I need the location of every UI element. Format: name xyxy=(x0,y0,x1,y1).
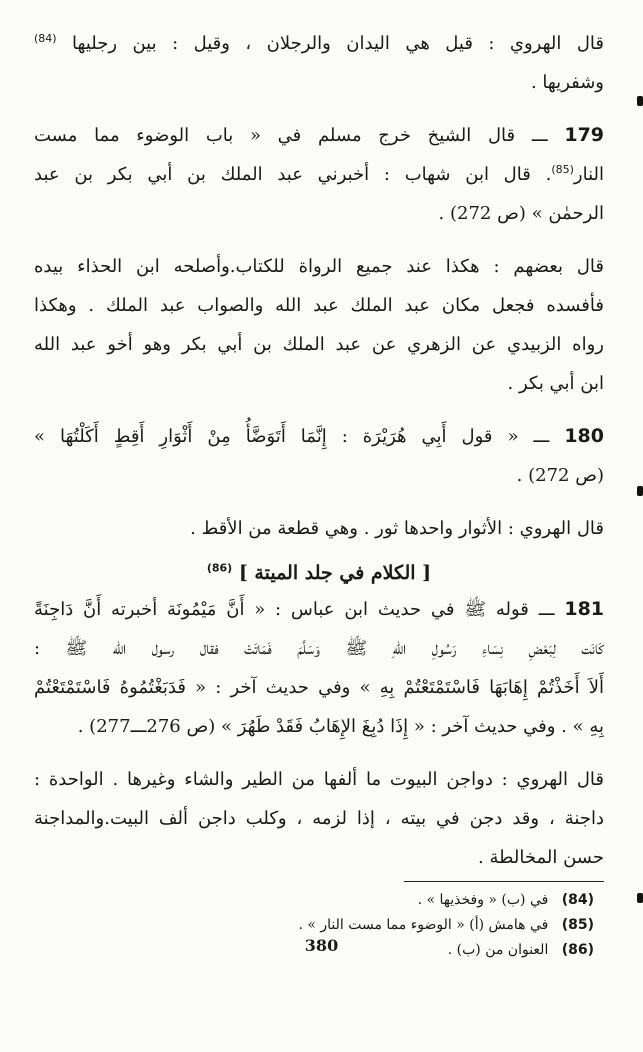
paragraph-1 xyxy=(34,24,604,102)
paragraph-number-181: 181 xyxy=(564,598,604,620)
paragraph-181-line-2: كَانَت لِبَعْضِ نِسَاءِ رَسُولِ اللهِ ﷺ وَسَلَّمَ فَمَاتَتْ فقال رسول الله ﷺ : xyxy=(34,638,604,659)
paragraph-179-line-2-lead: النار xyxy=(573,164,604,185)
paragraph-2-line-3: رواه الزبيدي عن الزهري عن عبد الملك بن أبي بكر وهو أخو عبد الله xyxy=(34,334,604,355)
paragraph-180-line-2: (ص 272) . xyxy=(516,465,604,486)
scan-mark xyxy=(637,96,643,106)
section-heading-text: [ الكلام في جلد الميتة ] xyxy=(238,562,432,584)
scan-mark xyxy=(637,486,643,496)
page-body xyxy=(34,24,604,963)
footnote-86: (86) العنوان من (ب) . xyxy=(447,942,594,958)
paragraph-3 xyxy=(34,509,604,548)
paragraph-179-line-2: قال ابن شهاب : أخبرني عبد الملك بن أبي بكر بن عبد xyxy=(34,164,531,185)
paragraph-3-line-1: قال الهروي : الأثوار واحدها ثور . وهي قطعة من الأقط . xyxy=(190,518,604,539)
paragraph-2-line-1: قال بعضهم : هكذا عند جميع الرواة للكتاب.وأصلحه ابن الحذاء بيده xyxy=(34,256,604,277)
paragraph-2 xyxy=(34,247,604,403)
paragraph-180-line-1: « قول أَبِي هُرَيْرَة : إِنَّمَا أَتَوَضَّأُ مِنْ أَثْوَارِ أَقِطٍ أَكَلْتُهَا » xyxy=(34,426,519,447)
paragraph-4-line-3: حسن المخالطة . xyxy=(478,847,604,868)
footnote-ref-86: (86) xyxy=(206,561,233,575)
paragraph-1-line-2: وشفريها . xyxy=(530,72,604,93)
paragraph-179: 179 ـــ قال الشيخ خرج مسلم في « باب الوضوء مما مست النار$^{(85)}$. قال ابن شهاب : أخبرني عبد الملك بن أبي بكر بن عبد الرحمٰن » (ص 272) . xyxy=(34,116,604,233)
paragraph-2-line-4: ابن أبي بكر . xyxy=(507,373,604,394)
page-number: 380 xyxy=(304,936,339,955)
paragraph-1-line-1: قال الهروي : قيل هي اليدان والرجلان ، وقيل : بين رجليها xyxy=(72,33,604,54)
footnote-85: (85) في هامش (أ) « الوضوء مما مست النار » . xyxy=(298,917,594,933)
paragraph-179-line-1: قال الشيخ خرج مسلم في « باب الوضوء مما مست xyxy=(34,125,516,146)
paragraph-number-179: 179 xyxy=(564,124,604,146)
footnote-divider xyxy=(404,881,604,882)
paragraph-number-180: 180 xyxy=(564,425,604,447)
paragraph-2-line-2: فأفسده فجعل مكان عبد الملك عبد الله والصواب عبد الملك . وهكذا xyxy=(34,295,604,316)
paragraph-4-line-2: داجنة ، وقد دجن في بيته ، إذا لزمه ، وكلب داجن ألف البيت.والمداجنة xyxy=(34,808,604,829)
footnote-ref-84: (84) xyxy=(34,32,57,45)
paragraph-181-line-4: بِهِ » . وفي حديث آخر : « إِذَا دُبِغَ الإِهَابُ فَقَدْ طَهُرَ » (ص 276ـــ277) . xyxy=(77,716,604,737)
scan-mark xyxy=(637,893,643,903)
paragraph-181-line-3: أَلاَ أَخَذْتُمْ إِهَابَهَا فَاسْتَمْتَعْتُمْ بِهِ » وفي حديث آخر : « فَدَبَغْتُمُوهُ فَاسْتَمْتَعْتُمْ xyxy=(34,677,604,698)
paragraph-4 xyxy=(34,760,604,877)
paragraph-179-line-3: الرحمٰن » (ص 272) . xyxy=(438,203,604,224)
footnote-84: (84) في (ب) « وفخذيها » . xyxy=(417,892,594,908)
paragraph-180: 180 ـــ « قول أَبِي هُرَيْرَة : إِنَّمَا أَتَوَضَّأُ مِنْ أَثْوَارِ أَقِطٍ أَكَلْتُهَا » (ص 272) . xyxy=(34,417,604,495)
paragraph-181-line-1: قوله ﷺ في حديث ابن عباس : « أَنَّ مَيْمُونَة أخبرته أَنَّ دَاجِنَةً xyxy=(34,599,529,620)
paragraph-181: 181 ـــ قوله ﷺ في حديث ابن عباس : « أَنَّ مَيْمُونَة أخبرته أَنَّ دَاجِنَةً كَانَت لِبَعْضِ نِسَاءِ رَسُولِ اللهِ ﷺ وَسَلَّمَ فَمَاتَتْ فقال رسول الله ﷺ : أَلاَ أَخَذْتُمْ إِهَابَهَا فَاسْتَمْتَعْتُمْ بِهِ » وفي حديث آخر : « فَدَبَغْتُمُوهُ فَاسْتَمْتَعْتُمْ بِهِ » . وفي حديث آخر : « إِذَا دُبِغَ الإِهَابُ فَقَدْ طَهُرَ » (ص 276ـــ277) . xyxy=(34,590,604,746)
section-heading xyxy=(34,562,604,584)
paragraph-4-line-1: قال الهروي : دواجن البيوت ما ألفها من الطير والشاء وغيرها . الواحدة : xyxy=(34,769,604,790)
footnote-ref-85: (85) xyxy=(551,163,574,176)
